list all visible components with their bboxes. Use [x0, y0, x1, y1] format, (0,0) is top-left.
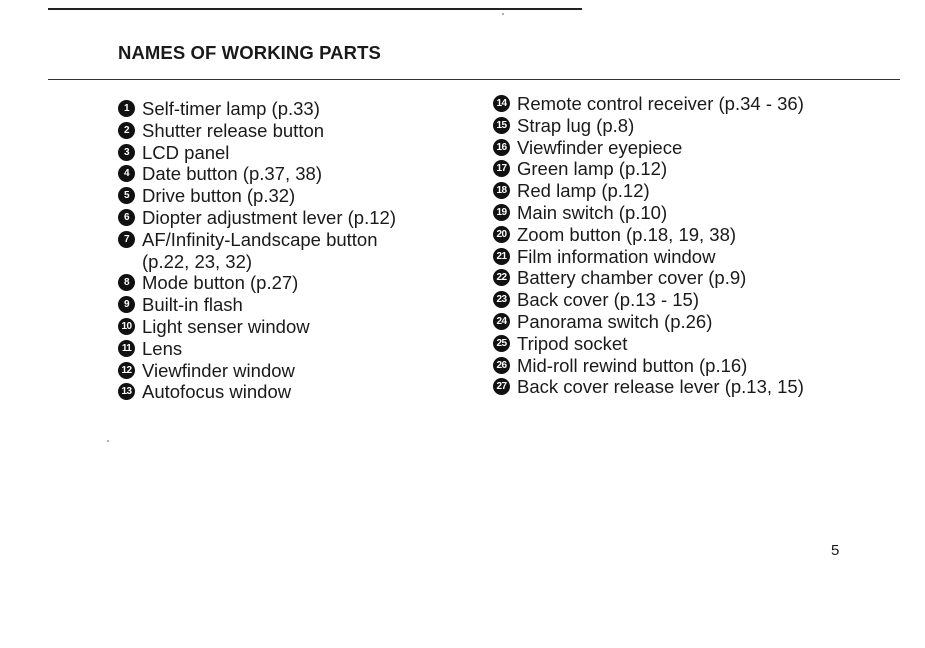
- list-item-text-line2: (p.22, 23, 32): [142, 250, 253, 272]
- number-badge: 11: [118, 340, 135, 357]
- number-badge: 16: [493, 139, 510, 156]
- list-item: [493, 246, 804, 268]
- list-item: [493, 158, 804, 180]
- list-item-text: [142, 229, 378, 273]
- list-item-text: Viewfinder window: [142, 359, 295, 381]
- list-item: [118, 142, 396, 164]
- number-badge: 5: [118, 187, 135, 204]
- list-item: [493, 376, 804, 398]
- number-badge: 10: [118, 318, 135, 335]
- list-item: [118, 98, 396, 120]
- list-item-text: Battery chamber cover (p.9): [517, 267, 747, 289]
- list-item-text-line1: AF/Infinity-Landscape button: [142, 228, 378, 250]
- list-item-text: Self-timer lamp (p.33): [142, 98, 320, 119]
- list-item-text: Autofocus window: [142, 381, 292, 403]
- list-item-text: Main switch (p.10): [517, 201, 668, 223]
- number-badge: 14: [493, 95, 510, 112]
- list-item: [493, 311, 804, 333]
- list-item-text: Strap lug (p.8): [517, 114, 635, 136]
- number-badge: 24: [493, 313, 510, 330]
- list-item: [493, 355, 804, 377]
- number-badge: 8: [118, 274, 135, 291]
- list-item: [118, 229, 396, 273]
- list-item-text: Light senser window: [142, 315, 310, 337]
- list-item: [118, 207, 396, 229]
- number-badge: 7: [118, 231, 135, 248]
- number-badge: 9: [118, 296, 135, 313]
- number-badge: 19: [493, 204, 510, 221]
- list-item-text: Film information window: [517, 245, 716, 267]
- list-item-text: Green lamp (p.12): [517, 158, 668, 180]
- list-item: [493, 224, 804, 246]
- title-underline: [48, 79, 900, 80]
- list-item: [118, 120, 396, 142]
- number-badge: 3: [118, 144, 135, 161]
- number-badge: 6: [118, 209, 135, 226]
- number-badge: 15: [493, 117, 510, 134]
- list-item-text: Back cover release lever (p.13, 15): [517, 376, 804, 398]
- parts-list-right: [493, 93, 804, 398]
- list-item-text: Panorama switch (p.26): [517, 310, 713, 332]
- list-item-text: Diopter adjustment lever (p.12): [142, 206, 396, 228]
- list-item: [493, 93, 804, 115]
- list-item-text: Viewfinder eyepiece: [517, 136, 683, 158]
- list-item-text: Drive button (p.32): [142, 185, 296, 207]
- top-rule: [48, 8, 582, 10]
- number-badge: 13: [118, 383, 135, 400]
- list-item-text: Built-in flash: [142, 294, 243, 316]
- number-badge: 4: [118, 165, 135, 182]
- number-badge: 21: [493, 248, 510, 265]
- number-badge: 25: [493, 335, 510, 352]
- list-item: [493, 115, 804, 137]
- list-item: [118, 185, 396, 207]
- list-item: [118, 360, 396, 382]
- parts-list-left: [118, 98, 396, 403]
- list-item: [493, 267, 804, 289]
- list-item-text: Tripod socket: [517, 332, 628, 354]
- list-item: [493, 333, 804, 355]
- list-item-text: Mode button (p.27): [142, 272, 299, 294]
- list-item-text: Red lamp (p.12): [517, 180, 650, 202]
- number-badge: 22: [493, 269, 510, 286]
- number-badge: 20: [493, 226, 510, 243]
- number-badge: 18: [493, 182, 510, 199]
- number-badge: 2: [118, 122, 135, 139]
- page-title: NAMES OF WORKING PARTS: [118, 42, 381, 63]
- scan-speck: [502, 13, 504, 15]
- list-item: [493, 202, 804, 224]
- list-item-text: Mid-roll rewind button (p.16): [517, 354, 748, 376]
- list-item: [493, 137, 804, 159]
- list-item: [118, 294, 396, 316]
- list-item: [118, 272, 396, 294]
- list-item-text: Back cover (p.13 - 15): [517, 289, 699, 311]
- scan-speck: [107, 440, 109, 442]
- list-item: [493, 180, 804, 202]
- number-badge: 26: [493, 357, 510, 374]
- page-number: 5: [831, 542, 840, 559]
- list-item-text: Shutter release button: [142, 119, 325, 141]
- number-badge: 17: [493, 160, 510, 177]
- list-item: [118, 381, 396, 403]
- list-item-text: Date button (p.37, 38): [142, 163, 322, 185]
- list-item-text: Lens: [142, 337, 183, 359]
- list-item-text: LCD panel: [142, 141, 230, 163]
- list-item-text: Remote control receiver (p.34 - 36): [517, 93, 804, 114]
- list-item: [118, 163, 396, 185]
- number-badge: 1: [118, 100, 135, 117]
- number-badge: 12: [118, 362, 135, 379]
- list-item-text: Zoom button (p.18, 19, 38): [517, 223, 737, 245]
- number-badge: 23: [493, 291, 510, 308]
- list-item: [493, 289, 804, 311]
- list-item: [118, 338, 396, 360]
- list-item: [118, 316, 396, 338]
- number-badge: 27: [493, 378, 510, 395]
